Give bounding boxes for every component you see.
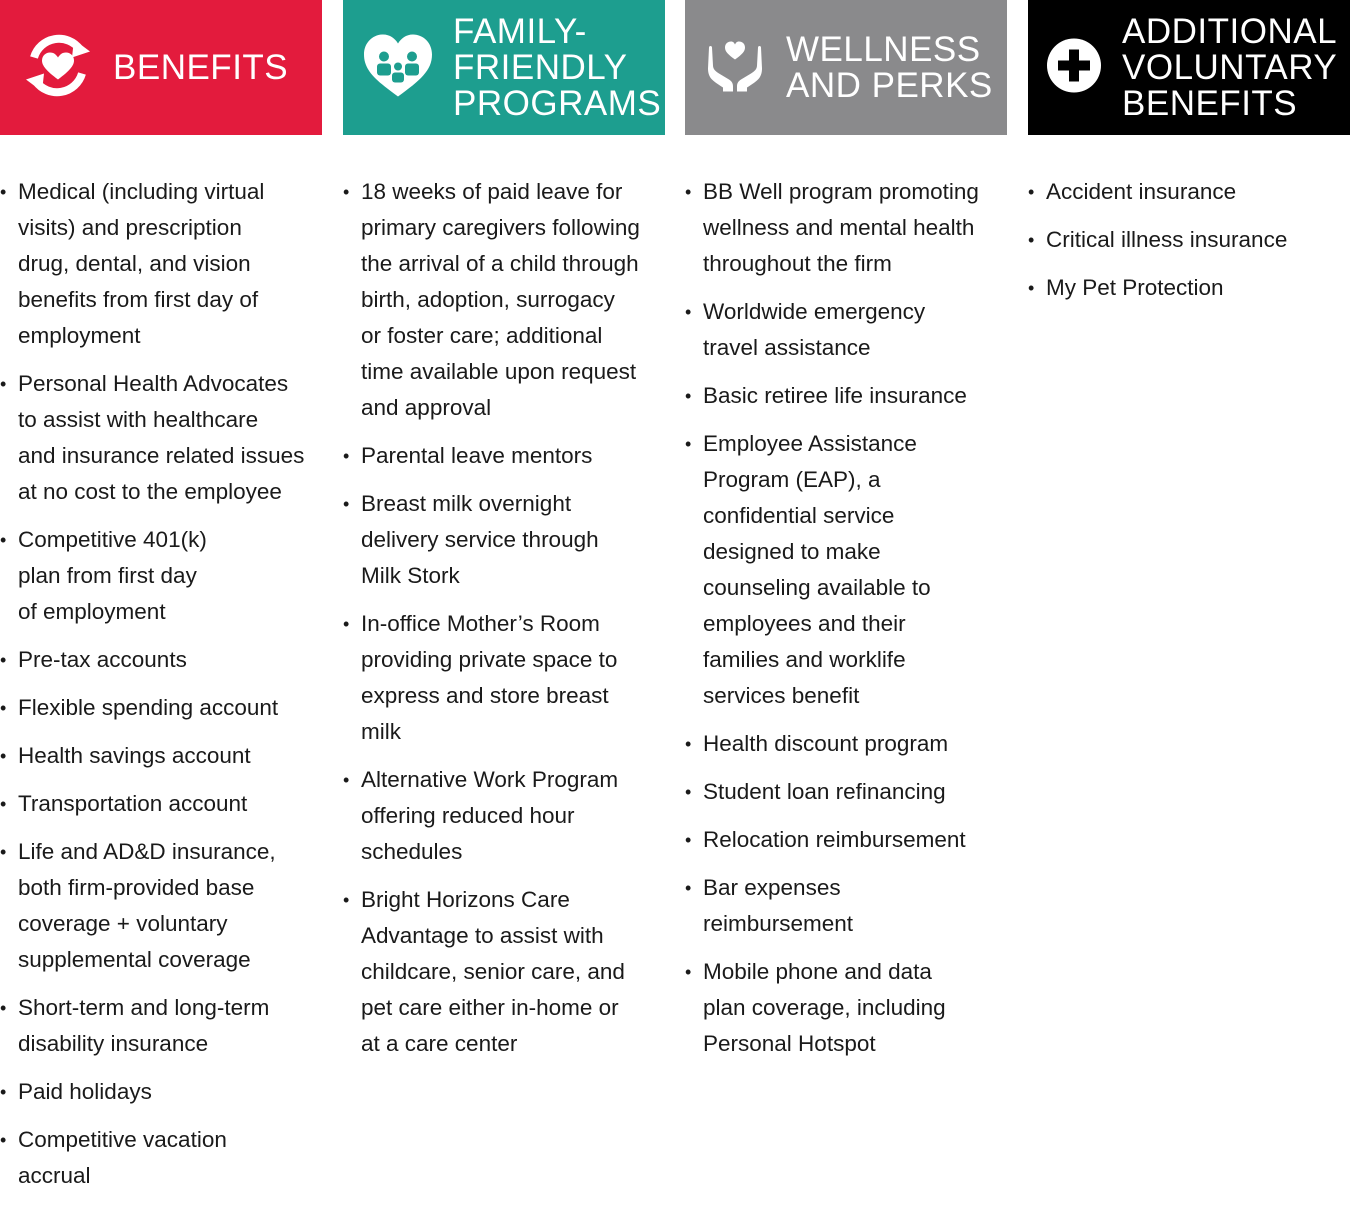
item-line: Bar expenses [703, 875, 841, 900]
title-line: VOLUNTARY [1122, 47, 1338, 87]
list-item [1028, 174, 1350, 210]
item-line: disability insurance [18, 1031, 209, 1056]
item-line: Competitive vacation [18, 1127, 227, 1152]
item-line: and insurance related issues [18, 443, 305, 468]
heart-family-icon [362, 32, 434, 103]
item-line: Life and AD&D insurance, [18, 839, 276, 864]
item-line: confidential service [703, 503, 895, 528]
title-line: WELLNESS [786, 29, 981, 69]
item-line: wellness and mental health [703, 215, 975, 240]
title-line: FAMILY- [453, 11, 587, 51]
item-line: Alternative Work Program [361, 767, 619, 792]
item-line: Employee Assistance [703, 431, 917, 456]
list-item [343, 438, 668, 474]
item-line: Personal Hotspot [703, 1031, 876, 1056]
item-line: express and store breast [361, 683, 609, 708]
item-line: plan from first day [18, 563, 197, 588]
title-line: FRIENDLY [453, 47, 628, 87]
voluntary-benefits-list [1028, 174, 1350, 318]
item-line: Advantage to assist with [361, 923, 604, 948]
item-line: employment [18, 323, 141, 348]
item-line: time available upon request [361, 359, 637, 384]
list-item [0, 786, 322, 822]
list-item [0, 834, 322, 978]
family-programs-title [453, 11, 662, 123]
list-item [0, 642, 322, 678]
list-item [0, 738, 322, 774]
item-line: milk [361, 719, 401, 744]
benefits-column [0, 0, 322, 1188]
item-line: at a care center [361, 1031, 518, 1056]
list-item [1028, 270, 1350, 306]
item-line: childcare, senior care, and [361, 959, 625, 984]
item-line: of employment [18, 599, 166, 624]
item-line: Bright Horizons Care [361, 887, 570, 912]
item-line: birth, adoption, surrogacy [361, 287, 615, 312]
item-line: employees and their [703, 611, 906, 636]
list-item [343, 174, 668, 426]
item-line: Parental leave mentors [361, 443, 593, 468]
wellness-perks-list [685, 174, 1010, 1074]
item-line: Critical illness insurance [1046, 227, 1288, 252]
list-item [685, 174, 1010, 282]
item-line: Program (EAP), a [703, 467, 881, 492]
item-line: Mobile phone and data [703, 959, 932, 984]
item-line: or foster care; additional [361, 323, 603, 348]
item-line: coverage + voluntary [18, 911, 228, 936]
item-line: Personal Health Advocates [18, 371, 289, 396]
item-line: and approval [361, 395, 492, 420]
item-line: delivery service through [361, 527, 599, 552]
item-line: Relocation reimbursement [703, 827, 966, 852]
benefits-list [0, 174, 322, 1206]
list-item [0, 990, 322, 1062]
item-line: pet care either in-home or [361, 995, 619, 1020]
item-line: services benefit [703, 683, 860, 708]
list-item [685, 294, 1010, 366]
list-item [343, 486, 668, 594]
item-line: Health discount program [703, 731, 949, 756]
item-line: Flexible spending account [18, 695, 279, 720]
title-line: BENEFITS [113, 47, 289, 87]
item-line: supplemental coverage [18, 947, 251, 972]
list-item [343, 882, 668, 1062]
list-item [685, 870, 1010, 942]
item-line: travel assistance [703, 335, 871, 360]
item-line: throughout the firm [703, 251, 892, 276]
item-line: Worldwide emergency [703, 299, 926, 324]
item-line: designed to make [703, 539, 881, 564]
item-line: the arrival of a child through [361, 251, 639, 276]
list-item [0, 690, 322, 726]
item-line: Competitive 401(k) [18, 527, 207, 552]
item-line: Milk Stork [361, 563, 460, 588]
item-line: Breast milk overnight [361, 491, 572, 516]
item-line: reimbursement [703, 911, 854, 936]
title-line: AND PERKS [786, 65, 993, 105]
item-line: In-office Mother’s Room [361, 611, 600, 636]
list-item [0, 366, 322, 510]
list-item [685, 774, 1010, 810]
benefits-title [113, 47, 289, 87]
list-item [343, 762, 668, 870]
item-line: plan coverage, including [703, 995, 946, 1020]
list-item [0, 1074, 322, 1110]
list-item [0, 1122, 322, 1194]
list-item [685, 726, 1010, 762]
item-line: benefits from first day of [18, 287, 259, 312]
item-line: Paid holidays [18, 1079, 152, 1104]
item-line: 18 weeks of paid leave for [361, 179, 623, 204]
item-line: at no cost to the employee [18, 479, 282, 504]
hands-heart-icon [703, 37, 767, 98]
wellness-perks-column [685, 0, 1007, 1056]
item-line: accrual [18, 1163, 91, 1188]
title-line: ADDITIONAL [1122, 11, 1338, 51]
heart-cycle-icon [20, 27, 96, 108]
item-line: drug, dental, and vision [18, 251, 251, 276]
item-line: to assist with healthcare [18, 407, 259, 432]
voluntary-benefits-title [1122, 11, 1338, 123]
item-line: offering reduced hour [361, 803, 575, 828]
list-item [0, 522, 322, 630]
list-item [0, 174, 322, 354]
item-line: families and worklife [703, 647, 906, 672]
item-line: My Pet Protection [1046, 275, 1224, 300]
item-line: schedules [361, 839, 463, 864]
item-line: primary caregivers following [361, 215, 640, 240]
wellness-perks-header [685, 0, 1007, 135]
family-programs-column [343, 0, 665, 1056]
item-line: BB Well program promoting [703, 179, 979, 204]
title-line: BENEFITS [1122, 83, 1298, 123]
item-line: visits) and prescription [18, 215, 242, 240]
list-item [343, 606, 668, 750]
family-programs-header [343, 0, 665, 135]
item-line: counseling available to [703, 575, 931, 600]
benefits-header [0, 0, 322, 135]
item-line: providing private space to [361, 647, 618, 672]
list-item [1028, 222, 1350, 258]
item-line: Transportation account [18, 791, 248, 816]
list-item [685, 426, 1010, 714]
list-item [685, 954, 1010, 1062]
item-line: Medical (including virtual [18, 179, 265, 204]
item-line: Student loan refinancing [703, 779, 946, 804]
list-item [685, 822, 1010, 858]
item-line: Short-term and long-term [18, 995, 270, 1020]
wellness-perks-title [786, 29, 993, 105]
item-line: Accident insurance [1046, 179, 1237, 204]
item-line: Health savings account [18, 743, 251, 768]
plus-circle-icon [1046, 37, 1102, 98]
family-programs-list [343, 174, 668, 1074]
voluntary-benefits-header [1028, 0, 1350, 135]
item-line: Pre-tax accounts [18, 647, 187, 672]
voluntary-benefits-column [1028, 0, 1350, 300]
list-item [685, 378, 1010, 414]
item-line: both firm-provided base [18, 875, 255, 900]
item-line: Basic retiree life insurance [703, 383, 967, 408]
title-line: PROGRAMS [453, 83, 662, 123]
